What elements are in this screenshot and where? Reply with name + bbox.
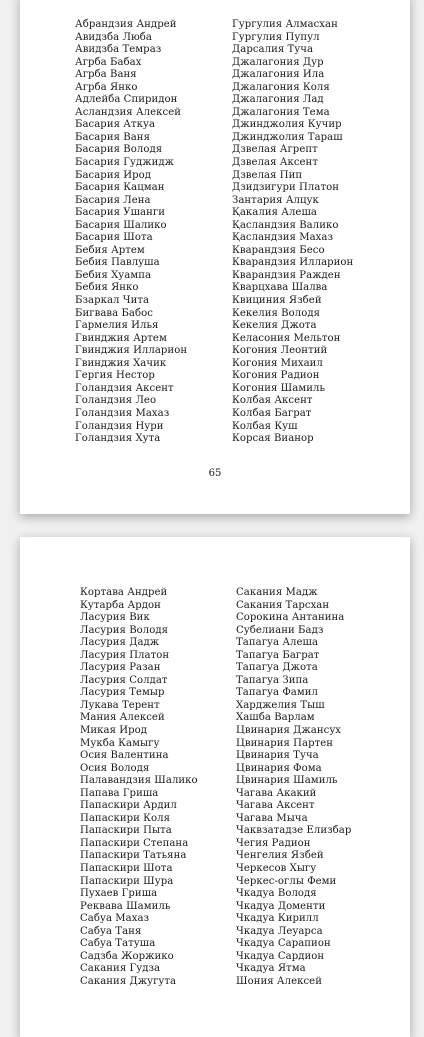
name-entry: Бигвава Бабос [75, 307, 153, 319]
name-entry: Асландзия Алексей [75, 106, 182, 118]
name-entry: Когония Радион [232, 370, 320, 382]
names-column-left [80, 587, 198, 989]
name-entry: Тапагуа Фамил [236, 687, 318, 699]
name-entry: Палавандзия Шалико [80, 775, 198, 787]
name-entry: Голандзия Аксент [75, 382, 174, 394]
name-entry: Қасландзия Валико [232, 219, 339, 231]
name-entry: Чкадуа Сардион [236, 950, 325, 962]
name-entry: Голандзия Нури [75, 420, 164, 432]
name-entry: Авидзба Темраз [75, 44, 162, 56]
name-entry: Ченгелия Язбей [236, 850, 324, 862]
name-entry: Авидзба Люба [75, 31, 152, 43]
name-entry: Агрба Бабах [75, 56, 142, 68]
name-entry: Басария Ушанги [75, 207, 166, 219]
name-entry: Басария Володя [75, 144, 163, 156]
name-entry: Басария Шота [75, 232, 153, 244]
name-entry: Цвинария Туча [236, 750, 319, 762]
page-66 [20, 537, 410, 1037]
name-entry: Ласурия Вик [80, 612, 150, 624]
name-entry: Дарсалия Туча [232, 44, 314, 56]
name-entry: Гвинджия Илларион [75, 345, 188, 357]
name-entry: Чаквзатадзе Елизбар [236, 825, 352, 837]
name-entry: Папаскири Татьяна [80, 850, 187, 862]
name-entry: Цвинария Шамиль [236, 775, 338, 787]
name-entry: Осия Володя [80, 762, 150, 774]
name-entry: Абрандзия Андрей [75, 19, 177, 30]
name-entry: Черкесов Хыгу [236, 863, 317, 875]
name-entry: Джинджолия Кучир [232, 119, 342, 131]
name-entry: Чагава Аксент [236, 800, 315, 812]
name-entry: Папаскири Степана [80, 837, 189, 849]
name-entry: Папаскири Шура [80, 875, 174, 887]
name-entry: Қакалия Алеша [232, 207, 317, 219]
names-column-right [232, 19, 353, 446]
name-entry: Папаскири Коля [80, 812, 171, 824]
name-entry: Когония Леонтий [232, 345, 328, 357]
name-entry: Ласурия Володя [80, 624, 169, 636]
name-entry: Джалагония Тема [232, 106, 330, 118]
name-entry: Джинджолия Тараш [232, 131, 343, 143]
name-entry: Дзидзигури Платон [232, 182, 339, 194]
name-entry: Папаскири Шота [80, 863, 173, 875]
name-entry: Кварцхава Шалва [232, 282, 328, 294]
name-entry: Кортава Андрей [80, 587, 168, 598]
name-entry: Цвинария Джансух [236, 725, 342, 737]
name-entry: Корсая Вианор [232, 433, 314, 445]
page-number: 65 [208, 468, 222, 479]
name-entry: Ласурия Разан [80, 662, 161, 674]
name-entry: Тапагуа Баграт [236, 649, 320, 661]
name-entry: Гвинджия Артем [75, 332, 167, 344]
name-entry: Кекелия Володя [232, 307, 321, 319]
name-entry: Гургулия Пупул [232, 31, 320, 43]
name-entry: Папава Гриша [80, 787, 159, 799]
name-entry: Голандзия Махаз [75, 407, 170, 419]
name-entry: Агрба Янко [75, 81, 138, 93]
name-entry: Сабуа Махаз [80, 913, 150, 925]
name-entry: Келасония Мельтон [232, 332, 341, 344]
name-entry: Гвинджия Хачик [75, 357, 167, 369]
name-entry: Дзвелая Агрепт [232, 144, 318, 156]
name-entry: Колбая Аксент [232, 395, 313, 407]
name-entry: Субелиани Бадз [236, 624, 324, 636]
name-entry: Джалагония Коля [232, 81, 330, 93]
name-entry: Когония Михаил [232, 357, 323, 369]
name-entry: Ласурия Темыр [80, 687, 165, 699]
name-entry: Пухаев Гриша [80, 888, 158, 900]
name-entry: Чкадуа Доменти [236, 900, 326, 912]
name-entry: Кварандзия Илларион [232, 257, 354, 269]
name-entry: Хашба Варлам [236, 712, 315, 724]
name-entry: Шония Алексей [236, 975, 322, 987]
name-entry: Кварандзия Бесо [232, 244, 325, 256]
name-entry: Адлейба Спиридон [75, 94, 178, 106]
name-entry: Папаскири Ардил [80, 800, 177, 812]
name-entry: Колбая Баграт [232, 407, 312, 419]
name-entry: Сакания Джугута [80, 975, 177, 987]
name-entry: Осия Валентина [80, 750, 169, 762]
name-entry: Басария Аткуа [75, 119, 156, 131]
name-entry: Басария Лена [75, 194, 151, 206]
name-entry: Мукба Камыгу [80, 737, 160, 749]
name-entry: Чкадуа Ятма [236, 963, 306, 975]
name-entry: Чегия Радион [236, 837, 311, 849]
name-entry: Чкадуа Кирилл [236, 913, 319, 925]
names-column-left [75, 19, 187, 446]
name-entry: Басария Ирод [75, 169, 152, 181]
name-entry: Кекелия Джота [232, 320, 317, 332]
name-entry: Дзвелая Пип [232, 169, 303, 181]
name-entry: Чагава Мыча [236, 812, 308, 824]
name-entry: Голандзия Лео [75, 395, 157, 407]
name-entry: Ласурия Дадж [80, 637, 160, 649]
name-entry: Чкадуа Леуарса [236, 925, 323, 937]
name-entry: Гергия Нестор [75, 370, 155, 382]
name-entry: Тапагуа Джота [236, 662, 318, 674]
name-entry: Когония Шамиль [232, 382, 326, 394]
names-column-right [236, 587, 351, 989]
name-entry: Бебия Хуампа [75, 269, 152, 281]
name-entry: Колбая Куш [232, 420, 298, 432]
name-entry: Бебия Артем [75, 244, 145, 256]
name-entry: Джалагония Ила [232, 69, 325, 81]
name-entry: Гургулия Алмасхан [232, 19, 338, 30]
name-entry: Басария Ваня [75, 131, 151, 143]
name-entry: Джалагония Дур [232, 56, 324, 68]
name-entry: Чагава Акакий [236, 787, 317, 799]
name-entry: Тапагуа Алеша [236, 637, 319, 649]
name-entry: Садзба Жоржико [80, 950, 174, 962]
name-entry: Цвинария Фома [236, 762, 322, 774]
name-entry: Сорокина Антанина [236, 612, 345, 624]
name-entry: Джалагония Лад [232, 94, 324, 106]
name-entry: Папаскири Пыта [80, 825, 172, 837]
name-entry: Басария Кацман [75, 182, 165, 194]
name-entry: Сакания Мадж [236, 587, 318, 598]
name-entry: Чкадуа Володя [236, 888, 317, 900]
name-entry: Реквава Шамиль [80, 900, 171, 912]
name-entry: Микая Ирод [80, 725, 148, 737]
name-entry: Басария Шалико [75, 219, 167, 231]
name-entry: Бебия Павлуша [75, 257, 160, 269]
name-entry: Голандзия Хута [75, 433, 161, 445]
name-entry: Тапагуа Зипа [236, 674, 309, 686]
name-entry: Мания Алексей [80, 712, 165, 724]
name-entry: Ласурия Солдат [80, 674, 168, 686]
name-entry: Кутарба Ардон [80, 599, 161, 611]
name-entry: Бзаркал Чита [75, 295, 150, 307]
name-entry: Цвинария Партен [236, 737, 334, 749]
name-entry: Сакания Гудза [80, 963, 161, 975]
name-entry: Бебия Янко [75, 282, 139, 294]
name-entry: Чкадуа Сарапион [236, 938, 331, 950]
name-entry: Сабуа Таня [80, 925, 142, 937]
name-entry: Харджелия Тыш [236, 699, 325, 711]
name-entry: Сакания Тарсхан [236, 599, 330, 611]
name-entry: Черкес-оглы Феми [236, 875, 337, 887]
name-entry: Ласурия Платон [80, 649, 170, 661]
name-entry: Басария Гуджидж [75, 157, 174, 169]
page-65 [20, 0, 410, 514]
name-entry: Квициния Язбей [232, 295, 322, 307]
name-entry: Қасландзия Махаз [232, 232, 334, 244]
name-entry: Сабуа Татуша [80, 938, 156, 950]
name-entry: Зантария Алцук [232, 194, 319, 206]
name-entry: Кварандзия Ражден [232, 269, 341, 281]
name-entry: Агрба Ваня [75, 69, 137, 81]
name-entry: Лукава Терент [80, 699, 160, 711]
name-entry: Гармелия Илья [75, 320, 159, 332]
name-entry: Дзвелая Аксент [232, 157, 318, 169]
